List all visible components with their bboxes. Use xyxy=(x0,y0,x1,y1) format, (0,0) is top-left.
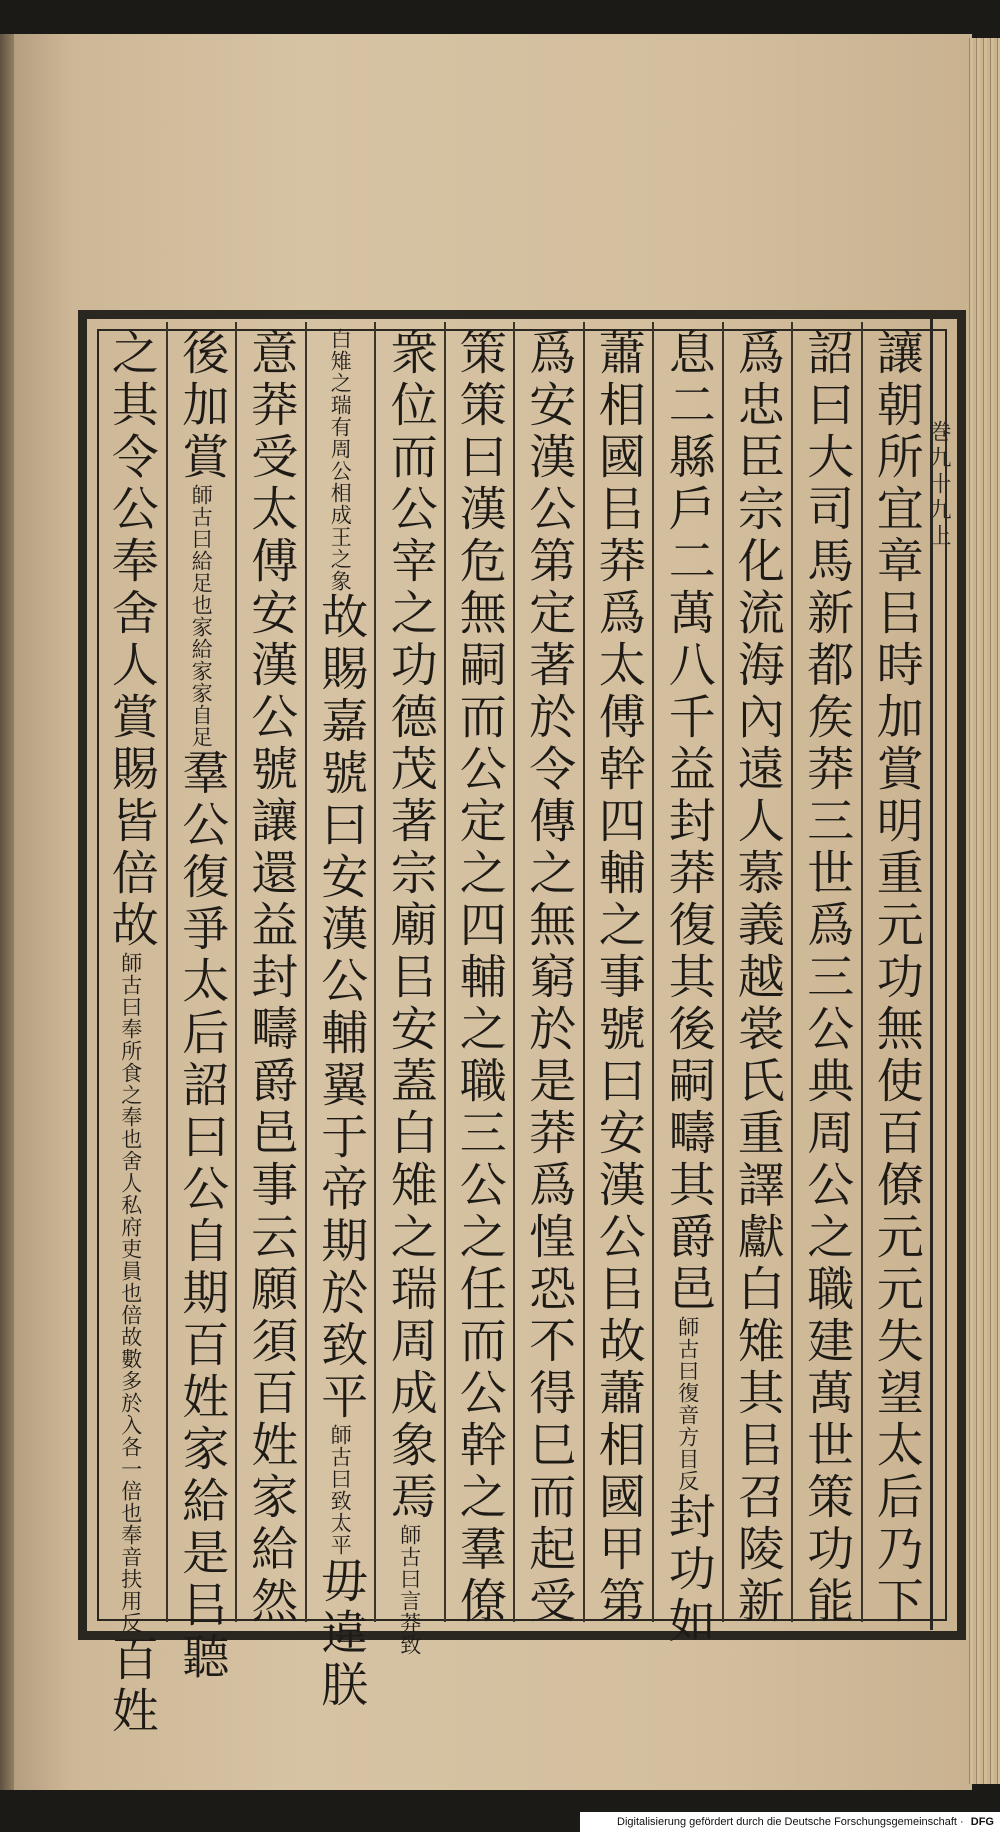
text-column xyxy=(513,322,583,1628)
commentary-note: 師古曰給足也家給家家自足 xyxy=(189,484,214,748)
text-column xyxy=(652,322,722,1648)
commentary-note: 師古曰言莽致 xyxy=(397,1524,422,1656)
page-stack-edge xyxy=(966,38,1000,1784)
column-text: 詔曰大司馬新都矦莽三世爲三公典周公之職建萬世策功能 xyxy=(799,328,855,1628)
column-text: 息二縣戶二萬八千益封莽復其後嗣疇其爵邑 xyxy=(660,328,716,1316)
text-column xyxy=(96,322,166,1738)
column-text: 蕭相國㠯莽爲太傅幹四輔之事號曰安漢公㠯故蕭相國甲第 xyxy=(590,328,646,1628)
dfg-logo: DFG xyxy=(970,1816,994,1828)
column-text: 讓朝所宜章㠯時加賞明重元功無使百僚元元失望太后乃下 xyxy=(868,328,924,1628)
column-text: 策策曰漢危無嗣而公定之四輔之職三公之任而公幹之羣僚 xyxy=(451,328,507,1628)
text-column xyxy=(235,322,305,1628)
text-column xyxy=(374,322,444,1656)
text-column xyxy=(722,322,792,1628)
text-column xyxy=(444,322,514,1628)
column-text: 之其令公奉舍人賞賜皆倍故 xyxy=(103,328,159,952)
commentary-note: 師古曰致太平 xyxy=(328,1424,353,1556)
column-text: 毋違朕 xyxy=(313,1556,369,1712)
text-column xyxy=(791,322,861,1628)
digitization-credit: Digitalisierung gefördert durch die Deutsche Forschungsgemeinschaft · DFG xyxy=(580,1812,1000,1832)
text-column xyxy=(583,322,653,1628)
commentary-note: 白雉之瑞有周公相成王之象 xyxy=(328,328,353,592)
column-text: 故賜嘉號曰安漢公輔翼于帝期於致平 xyxy=(313,592,369,1424)
column-text: 爲忠臣宗化流海內遠人慕義越裳氏重譯獻白雉其㠯召陵新 xyxy=(729,328,785,1628)
text-column xyxy=(305,322,375,1712)
column-text: 爲安漢公第定著於令傳之無窮於是莽爲惶恐不得巳而起受 xyxy=(521,328,577,1628)
fold-label: 巻九十九上 xyxy=(926,420,951,550)
column-text: 羣公復爭太后詔曰公自期百姓家給是㠯聽 xyxy=(174,748,230,1684)
text-columns xyxy=(92,322,930,1738)
commentary-note: 師古曰復音方目反 xyxy=(675,1316,700,1492)
credit-text: Digitalisierung gefördert durch die Deutsche Forschungsgemeinschaft xyxy=(617,1816,957,1828)
column-text: 封功如 xyxy=(660,1492,716,1648)
commentary-note: 師古曰奉所食之奉也舍人私府吏員也倍故數多於入各一倍也奉音扶用反 xyxy=(118,952,143,1634)
column-text: 衆位而公宰之功德茂著宗廟㠯安蓋白雉之瑞周成象焉 xyxy=(382,328,438,1524)
column-text: 後加賞 xyxy=(174,328,230,484)
column-text: 意莽受太傅安漢公號讓還益封疇爵邑事云願須百姓家給然 xyxy=(243,328,299,1628)
text-column xyxy=(861,322,931,1628)
text-column xyxy=(166,322,236,1684)
column-text: 百姓 xyxy=(103,1634,159,1738)
